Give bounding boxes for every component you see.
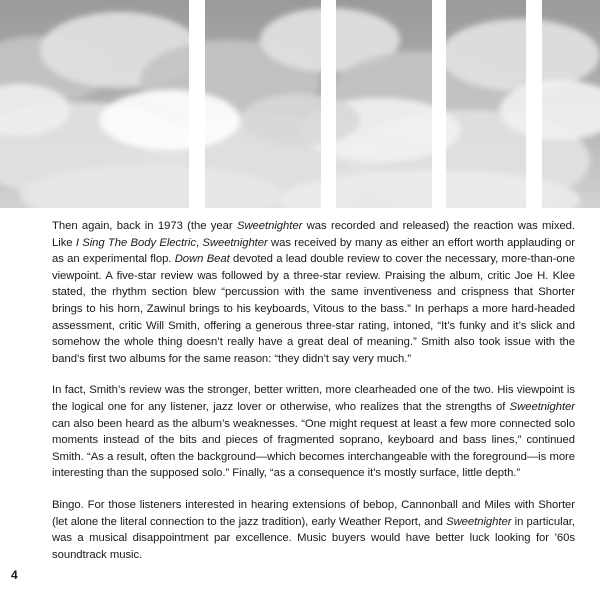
text-run: in particular, was a musical disappointment par excellence. Music buyers would have better luck looking for ’60s soundtrack music. (52, 515, 575, 561)
text-run: devoted a lead double review to cover the necessary, more-than-one viewpoint. A five-star review was followed by a three-star review. Praising the album, critic Joe H. Klee stated, the rhythm section blew “percussion with the same inventiveness and crispness that Shorter brings to his horn, Zawinul brings to his keyboards, Vitous to the bass.” In perhaps a more hard-headed assessment, critic Will Smith, offering a generous three-star rating, intoned, “It’s funky and it’s slick and somehow the whole thing doesn’t really have a great deal of meaning.” Smith also took issue with the band’s first two albums for the same reason: “they didn’t say very much.” (52, 253, 575, 365)
text-run: was received by many as either an effort worth applauding or as an experimental flop. (52, 236, 575, 266)
text-run: Bingo. For those listeners interested in hearing extensions of bebop, Cannonball and Miles with Shorter (let alone the literal connection to the jazz tradition), early Weather Report, and (52, 498, 575, 528)
cloud-photo-panel-4 (446, 0, 526, 208)
article-body (52, 218, 575, 578)
text-run: In fact, Smith’s review was the stronger, better written, more clearheaded one of the two. His viewpoint is the logical one for any listener, jazz lover or otherwise, who realizes that the strengths of (52, 384, 575, 413)
text-run: Then again, back in 1973 (the year (52, 220, 237, 232)
cloud-photo-panel-1 (0, 0, 189, 208)
paragraph-1 (52, 218, 575, 367)
page-number: 4 (11, 568, 18, 582)
text-run: , (195, 236, 203, 249)
italic-title: I Sing The Body Electric (75, 236, 196, 249)
paragraph-3 (52, 497, 575, 563)
text-run: was recorded and released) the reaction was mixed. Like (52, 220, 576, 249)
paragraph-2 (52, 382, 575, 482)
italic-title: Sweetnighter (236, 220, 303, 232)
italic-title: Sweetnighter (509, 400, 575, 413)
italic-title: Sweetnighter (202, 236, 268, 249)
cloud-photo-panel-3 (336, 0, 432, 208)
text-run: can also been heard as the album’s weaknesses. “One might request at least a few more connected solo moments instead of the bits and pieces of fragmented soprano, keyboard and bass lines,” continued Smith. “As a result, often the background—which becomes interchangeable with the foreground—is more interesting than the supposed solo.” Finally, “as a consequence it’s mostly surface, little depth.” (52, 417, 575, 480)
cloud-photo-panel-2 (205, 0, 321, 208)
italic-title: Sweetnighter (446, 515, 512, 528)
cloud-photo-panel-5 (542, 0, 600, 208)
italic-title: Down Beat (174, 253, 230, 266)
